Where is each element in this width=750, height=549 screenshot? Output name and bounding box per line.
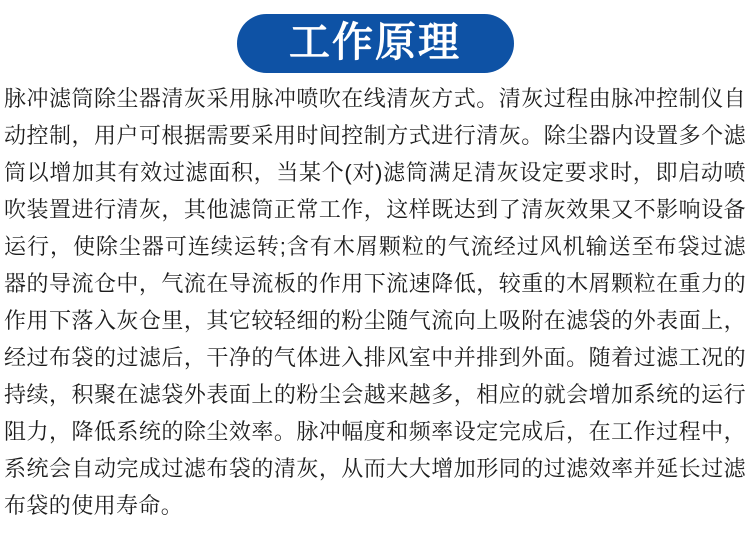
section-title: 工作原理 [289,18,461,65]
section-title-banner [237,14,514,73]
working-principle-paragraph: 脉冲滤筒除尘器清灰采用脉冲喷吹在线清灰方式。清灰过程由脉冲控制仪自动控制，用户可根据需要采用时间控制方式进行清灰。除尘器内设置多个滤筒以增加其有效过滤面积，当某个(对)滤筒满足清灰设定要求时，即启动喷吹装置进行清灰，其他滤筒正常工作，这样既达到了清灰效果又不影响设备运行，使除尘器可连续运转;含有木屑颗粒的气流经过风机输送至布袋过滤器的导流仓中，气流在导流板的作用下流速降低，较重的木屑颗粒在重力的作用下落入灰仓里，其它较轻细的粉尘随气流向上吸附在滤袋的外表面上，经过布袋的过滤后，干净的气体进入排风室中并排到外面。随着过滤工况的持续，积聚在滤袋外表面上的粉尘会越来越多，相应的就会增加系统的运行阻力，降低系统的除尘效率。脉冲幅度和频率设定完成后，在工作过程中，系统会自动完成过滤布袋的清灰，从而大大增加形同的过滤效率并延长过滤布袋的使用寿命。 [4,86,746,518]
page [0,14,750,549]
